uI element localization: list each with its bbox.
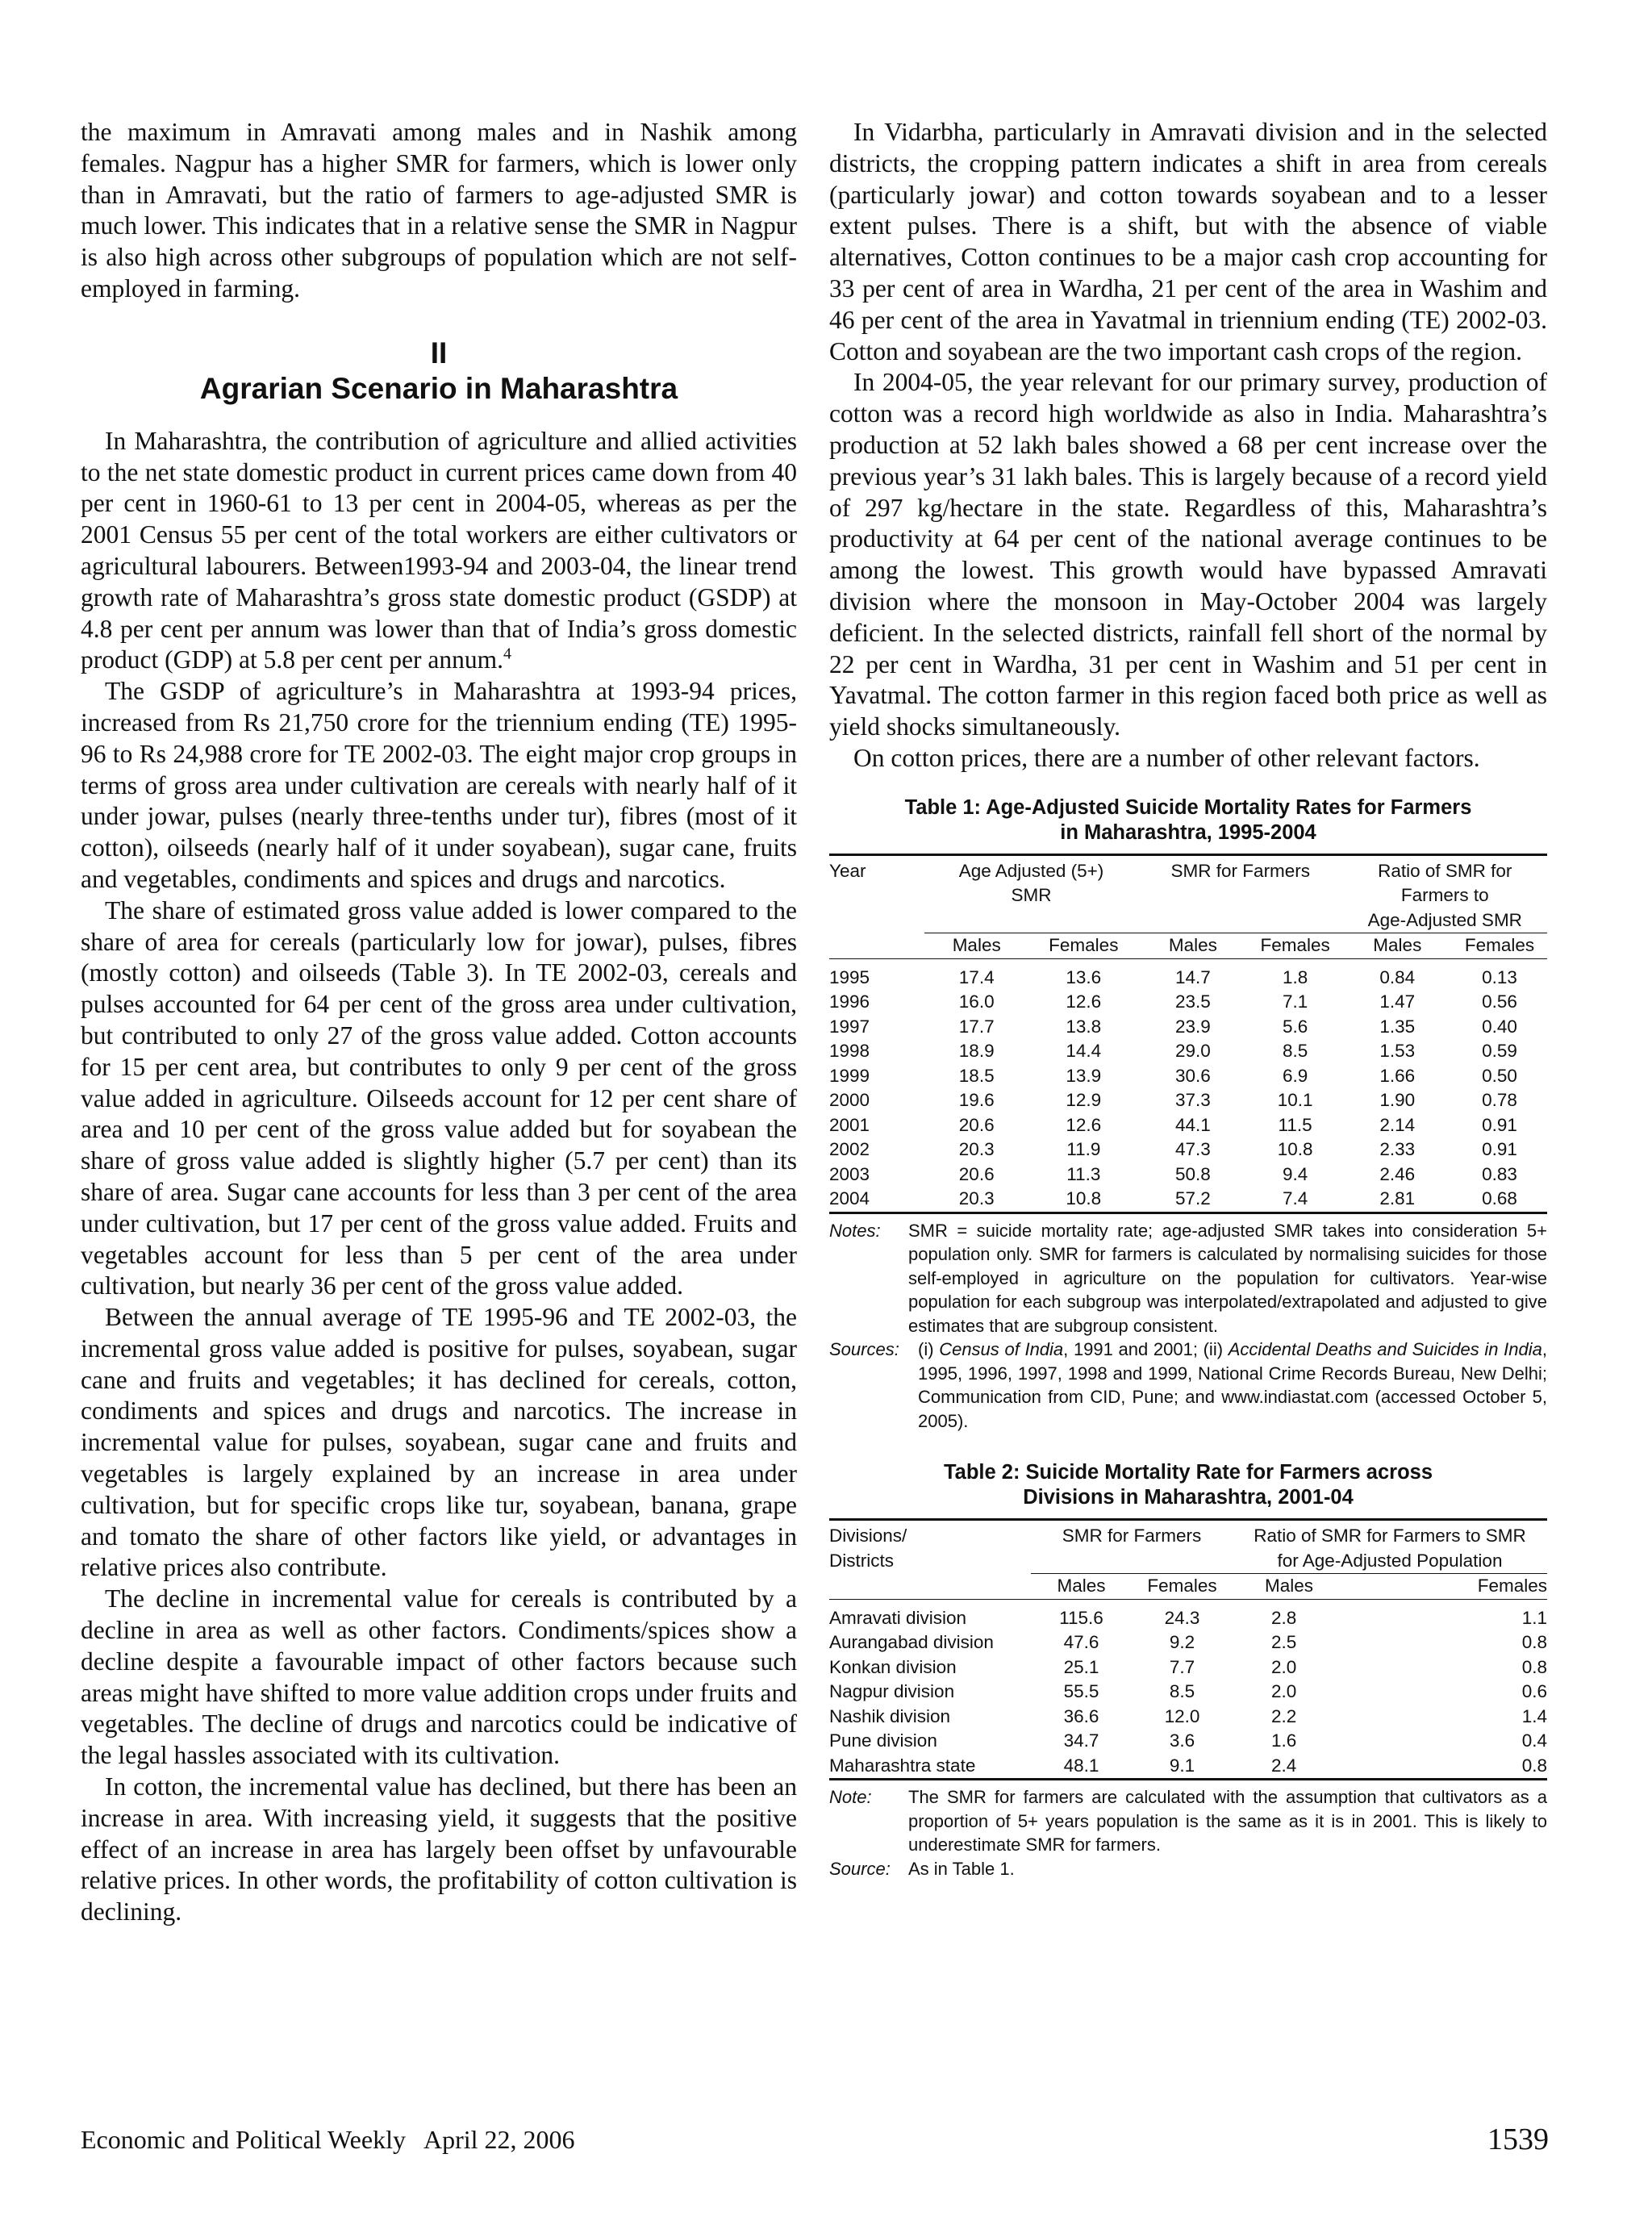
subheader-males: Males	[1233, 1574, 1354, 1600]
table-1-grid	[829, 854, 1547, 1219]
column-header-line: Farmers to	[1400, 885, 1489, 906]
table-cell: 11.3	[1066, 1163, 1101, 1184]
row-label: 1998	[829, 1041, 870, 1062]
table-cell: 0.91	[1482, 1139, 1517, 1160]
table-row	[829, 1113, 1547, 1138]
subheader-males: Males	[1031, 1574, 1132, 1600]
subheader-females: Females	[1248, 933, 1343, 959]
table-cell: 13.9	[1066, 1065, 1102, 1086]
column-header-year: Year	[829, 860, 866, 881]
subheader-females: Females	[1029, 933, 1139, 959]
column-header-line: Districts	[829, 1550, 894, 1571]
table-cell: 34.7	[1063, 1730, 1099, 1751]
note-text: The SMR for farmers are calculated with the assumption that cultivators as a proportion of 5+ years population is the same as it is in 2001. This is likely to underestimate SMR for farmers.	[908, 1787, 1547, 1855]
paragraph: In 2004-05, the year relevant for our primary survey, production of cotton was a record high worldwide as also in India. Maharashtra’s production at 52 lakh bales showed a 68 per cent increase over the previous year’s 31 lakh bales. This is largely because of a record yield of 297 kg/hectare in the state. Regardless of this, Maharashtra’s productivity at 64 per cent of the national average continues to be among the lowest. This growth would have bypassed Amravati division where the monsoon in May-October 2004 was largely deficient. In the selected districts, rainfall fell short of the normal by 22 per cent in Wardha, 31 per cent in Washim and 51 per cent in Yavatmal. The cotton farmer in this region faced both price as well as yield shocks simultaneously.	[829, 368, 1547, 741]
table-cell: 1.35	[1379, 1016, 1416, 1037]
table-cell: 9.2	[1169, 1632, 1195, 1653]
table-cell: 2.33	[1379, 1139, 1416, 1160]
paragraph: In Vidarbha, particularly in Amravati division and in the selected districts, the cropping pattern indicates a shift in area from cereals (particularly jowar) and cotton towards soyabean and to a lesser extent pulses. There is a shift, but with the absence of viable alternatives, Cotton continues to be a major cash crop accounting for 33 per cent of area in Wardha, 21 per cent of the area in Washim and 46 per cent of the area in Yavatmal in triennium ending (TE) 2002-03. Cotton and soyabean are the two important cash crops of the region.	[829, 118, 1547, 365]
row-label: 2000	[829, 1090, 870, 1111]
table-cell: 2.81	[1379, 1188, 1416, 1209]
row-label: 2002	[829, 1139, 870, 1160]
table-cell: 11.5	[1278, 1114, 1312, 1135]
table-cell: 55.5	[1063, 1681, 1099, 1702]
table-cell: 47.6	[1063, 1632, 1099, 1653]
table-bottom-rule	[829, 1213, 1547, 1219]
issue-date: April 22, 2006	[423, 2125, 575, 2154]
table-cell: 12.9	[1066, 1090, 1102, 1111]
note-row	[829, 1785, 1547, 1857]
table-cell: 2.46	[1379, 1163, 1416, 1184]
table-cell: 37.3	[1174, 1090, 1211, 1111]
row-label: 1995	[829, 966, 870, 987]
table-cell: 18.9	[958, 1041, 995, 1062]
table-row	[829, 1655, 1547, 1680]
column-group-header	[1343, 854, 1547, 933]
table-cell: 9.1	[1169, 1755, 1195, 1776]
table-bottom-rule	[829, 1780, 1547, 1786]
table-row	[829, 990, 1547, 1015]
table-row	[829, 1088, 1547, 1113]
table-cell: 24.3	[1164, 1607, 1200, 1628]
sources-part: (i)	[918, 1339, 940, 1360]
notes-row	[829, 1219, 1547, 1338]
table-cell: 12.6	[1066, 991, 1102, 1012]
table-cell: 0.84	[1379, 966, 1416, 987]
table-row	[829, 1015, 1547, 1040]
row-label: 1999	[829, 1065, 870, 1086]
table-cell: 19.6	[958, 1090, 995, 1111]
table-cell: 29.0	[1174, 1041, 1211, 1062]
table-cell: 1.8	[1282, 966, 1308, 987]
table-cell: 6.9	[1282, 1065, 1308, 1086]
table-1-notes	[829, 1219, 1547, 1434]
column-group-header: SMR for Farmers	[1170, 860, 1311, 881]
table-cell: 10.8	[1066, 1188, 1102, 1209]
row-label: Maharashtra state	[829, 1755, 976, 1776]
row-label: Amravati division	[829, 1607, 967, 1628]
table-cell: 20.6	[958, 1163, 995, 1184]
left-column	[81, 117, 797, 1928]
section-number: II	[430, 336, 448, 369]
paragraph: The GSDP of agriculture’s in Maharashtra at 1993-94 prices, increased from Rs 21,750 crore for the triennium ending (TE) 1995-96 to Rs 24,988 crore for TE 2002-03. The eight major crop groups in terms of gross area under cultivation are cereals with nearly half of it under jowar, pulses (nearly three-tenths under tur), fibres (most of it cotton), oilseeds (nearly half of it under soyabean), sugar cane, fruits and vegetables, condiments and spices and drugs and narcotics.	[81, 677, 797, 893]
table-cell: 1.1	[1521, 1607, 1547, 1628]
column-header-line: Ratio of SMR for	[1378, 860, 1512, 881]
table-cell: 11.9	[1066, 1139, 1101, 1160]
table-cell: 1.90	[1379, 1090, 1416, 1111]
subheader-females: Females	[1354, 1574, 1547, 1600]
table-cell: 9.4	[1282, 1163, 1308, 1184]
table-cell: 13.8	[1066, 1016, 1102, 1037]
table-cell: 2.5	[1271, 1632, 1297, 1653]
notes-label: Notes:	[829, 1220, 881, 1241]
table-cell: 23.9	[1174, 1016, 1211, 1037]
table-cell: 0.91	[1482, 1114, 1517, 1135]
table-1	[829, 795, 1547, 1434]
column-header-line: for Age-Adjusted Population	[1277, 1550, 1503, 1571]
paragraph: the maximum in Amravati among males and in Nashik among females. Nagpur has a higher SMR for farmers, which is lower only than in Amravati, but the ratio of farmers to age-adjusted SMR is much lower. This indicates that in a relative sense the SMR in Nagpur is also high across other subgroups of population which are not self-employed in farming.	[81, 118, 797, 303]
table-cell: 0.56	[1482, 991, 1517, 1012]
table-cell: 0.68	[1482, 1188, 1517, 1209]
column-group-header	[924, 854, 1138, 933]
subheader-females: Females	[1452, 933, 1547, 959]
table-cell: 5.6	[1282, 1016, 1308, 1037]
table-2-body	[829, 1606, 1547, 1780]
row-label: Nashik division	[829, 1705, 951, 1726]
table-cell: 25.1	[1063, 1656, 1099, 1677]
table-cell: 18.5	[958, 1065, 995, 1086]
table-cell: 10.1	[1277, 1090, 1313, 1111]
table-cell: 115.6	[1059, 1607, 1103, 1628]
sources-text	[918, 1338, 1547, 1433]
table-cell: 2.8	[1271, 1607, 1297, 1628]
table-cell: 2.4	[1271, 1755, 1297, 1776]
table-cell: 12.6	[1066, 1114, 1102, 1135]
page-number: 1539	[1487, 2123, 1549, 2156]
table-cell: 17.7	[958, 1016, 995, 1037]
paragraph: The share of estimated gross value added is lower compared to the share of area for cereals (particularly low for jowar), pulses, fibres (mostly cotton) and oilseeds (Table 3). In TE 2002-03, cereals and pulses accounted for 64 per cent of the gross area under cultivation, but contributed to only 27 of the gross value added. Cotton accounts for 15 per cent area, but contributes to only 9 per cent of the gross value added in agriculture. Oilseeds account for 12 per cent share of area and 10 per cent of the gross value added but for soyabean the share of gross value added is slightly higher (5.7 per cent) than its share of area. Sugar cane accounts for less than 3 per cent of the area under cultivation, but 17 per cent of the gross value added. Fruits and vegetables account for less than 5 per cent of the area under cultivation, but nearly 36 per cent of the gross value added.	[81, 895, 797, 1300]
paragraph: Between the annual average of TE 1995-96 and TE 2002-03, the incremental gross value added is positive for pulses, soyabean, sugar cane and fruits and vegetables; it has declined for cereals, cotton, condiments and spices and drugs and narcotics. The increase in incremental value for pulses, soyabean, sugar cane and fruits and vegetables is largely explained by an increase in area under cultivation, but for specific crops like tur, soyabean, banana, grape and tomato the share of other factors like yield, or advantages in relative prices also contribute.	[81, 1303, 797, 1582]
table-cell: 0.40	[1482, 1016, 1517, 1037]
table-cell: 0.59	[1482, 1041, 1517, 1062]
column-header-line: SMR	[1011, 885, 1052, 906]
table-row	[829, 1630, 1547, 1655]
column-group-header: SMR for Farmers	[1062, 1526, 1202, 1547]
sources-label: Sources:	[829, 1339, 899, 1360]
table-cell: 2.0	[1271, 1656, 1297, 1677]
table-cell: 1.47	[1379, 991, 1416, 1012]
subheader-females: Females	[1132, 1574, 1233, 1600]
table-cell: 17.4	[958, 966, 995, 987]
table-cell: 14.4	[1066, 1041, 1102, 1062]
row-label: Aurangabad division	[829, 1632, 994, 1653]
column-header-divisions	[829, 1520, 1031, 1574]
table-cell: 48.1	[1063, 1755, 1099, 1776]
table-row	[829, 1606, 1547, 1631]
column-group-header	[1233, 1520, 1547, 1574]
table-cell: 2.2	[1271, 1705, 1297, 1726]
table-cell: 10.8	[1277, 1139, 1313, 1160]
table-1-title-line: in Maharashtra, 1995-2004	[1060, 820, 1316, 844]
column-header-line: Divisions/	[829, 1526, 907, 1547]
table-row	[829, 1754, 1547, 1780]
table-header-row	[829, 1520, 1547, 1574]
paragraph: On cotton prices, there are a number of other relevant factors.	[853, 743, 1480, 772]
table-subheader-row	[829, 1574, 1547, 1600]
sources-part: , 1991 and 2001; (ii)	[1063, 1339, 1229, 1360]
table-cell: 7.7	[1169, 1656, 1195, 1677]
table-cell: 47.3	[1174, 1139, 1211, 1160]
row-label: 1997	[829, 1016, 870, 1037]
table-cell: 44.1	[1174, 1114, 1211, 1135]
table-cell: 0.13	[1482, 966, 1517, 987]
table-subheader-row	[829, 933, 1547, 959]
table-cell: 12.0	[1164, 1705, 1200, 1726]
sources-part: , 1995, 1996, 1997, 1998 and 1999, National Crime Records Bureau, New Delhi; Communication from CID, Pune; and www.indiastat.com (accessed October 5, 2005).	[918, 1339, 1548, 1431]
table-2-grid	[829, 1518, 1547, 1785]
table-cell: 30.6	[1174, 1065, 1211, 1086]
table-cell: 20.6	[958, 1114, 995, 1135]
table-cell: 3.6	[1169, 1730, 1195, 1751]
table-cell: 20.3	[958, 1139, 995, 1160]
notes-text: SMR = suicide mortality rate; age-adjusted SMR takes into consideration 5+ population only. SMR for farmers is calculated by normalising suicides for those self-employed in agriculture on the population for cultivators. Year-wise population for each subgroup was interpolated/extrapolated and adjusted to give estimates that are subgroup consistent.	[908, 1220, 1547, 1336]
table-cell: 0.8	[1521, 1656, 1547, 1677]
subheader-males: Males	[1138, 933, 1248, 959]
table-cell: 20.3	[958, 1188, 995, 1209]
table-2-title-line: Divisions in Maharashtra, 2001-04	[1023, 1486, 1354, 1509]
table-row	[829, 1163, 1547, 1188]
source-label: Source:	[829, 1858, 891, 1879]
table-cell: 0.8	[1521, 1755, 1547, 1776]
table-row	[829, 966, 1547, 991]
table-header-row	[829, 854, 1547, 933]
table-cell: 14.7	[1174, 966, 1211, 987]
source-row	[829, 1857, 1547, 1881]
journal-name: Economic and Political Weekly	[81, 2125, 406, 2154]
row-label: 1996	[829, 991, 870, 1012]
table-row	[829, 1039, 1547, 1064]
table-1-title-line: Table 1: Age-Adjusted Suicide Mortality Rates for Farmers	[904, 795, 1472, 819]
table-row	[829, 1705, 1547, 1730]
table-2	[829, 1460, 1547, 1880]
footnote-ref[interactable]: 4	[503, 645, 511, 663]
sources-row	[829, 1338, 1547, 1433]
row-label: Nagpur division	[829, 1681, 955, 1702]
table-cell: 7.4	[1282, 1188, 1308, 1209]
subheader-males: Males	[1343, 933, 1453, 959]
column-header-line: Ratio of SMR for Farmers to SMR	[1254, 1526, 1526, 1547]
paragraph: The decline in incremental value for cereals is contributed by a decline in area as well as other factors. Condiments/spices show a decline despite a favourable impact of other factors because such areas might have shifted to more value addition crops under fruits and vegetables. The decline of drugs and narcotics could be indicative of the legal hassles associated with its cultivation.	[81, 1584, 797, 1770]
table-cell: 0.83	[1482, 1163, 1517, 1184]
table-cell: 0.8	[1521, 1632, 1547, 1653]
spacer-row	[829, 1599, 1547, 1606]
paragraph: In cotton, the incremental value has declined, but there has been an increase in area. With increasing yield, it suggests that the positive effect of an increase in area has largely been offset by unfavourable relative prices. In other words, the profitability of cotton cultivation is declining.	[81, 1772, 797, 1926]
source-text: As in Table 1.	[908, 1858, 1015, 1879]
table-cell: 0.50	[1482, 1065, 1517, 1086]
column-header-line: Age Adjusted (5+)	[958, 860, 1104, 881]
table-row	[829, 1137, 1547, 1163]
table-cell: 2.0	[1271, 1681, 1297, 1702]
table-row	[829, 1729, 1547, 1754]
table-cell: 8.5	[1169, 1681, 1195, 1702]
sources-census-title: Census of India	[939, 1339, 1064, 1360]
paragraph	[81, 426, 797, 676]
table-row	[829, 1680, 1547, 1705]
table-cell: 2.14	[1379, 1114, 1416, 1135]
table-cell: 13.6	[1066, 966, 1102, 987]
table-cell: 50.8	[1174, 1163, 1211, 1184]
section-title: Agrarian Scenario in Maharashtra	[199, 371, 678, 405]
table-2-title-line: Table 2: Suicide Mortality Rate for Farmers across	[943, 1461, 1433, 1484]
table-cell: 0.6	[1521, 1681, 1547, 1702]
row-label: Konkan division	[829, 1656, 957, 1677]
note-label: Note:	[829, 1787, 872, 1808]
table-cell: 1.4	[1521, 1705, 1547, 1726]
paragraph-text: In Maharashtra, the contribution of agriculture and allied activities to the net state domestic product in current prices came down from 40 per cent in 1960-61 to 13 per cent in 2004-05, whereas as per the 2001 Census 55 per cent of the total workers are either cultivators or agricultural labourers. Between1993-94 and 2003-04, the linear trend growth rate of Maharashtra’s gross state domestic product (GSDP) at 4.8 per cent per annum was lower than that of India’s gross domestic product (GDP) at 5.8 per cent per annum.	[81, 426, 797, 674]
table-cell: 0.78	[1482, 1090, 1517, 1111]
table-cell: 0.4	[1521, 1730, 1547, 1751]
table-cell: 1.6	[1271, 1730, 1297, 1751]
table-cell: 7.1	[1282, 991, 1308, 1012]
right-column	[829, 117, 1547, 1880]
row-label: 2001	[829, 1114, 870, 1135]
table-cell: 57.2	[1174, 1188, 1211, 1209]
subheader-males: Males	[924, 933, 1029, 959]
table-cell: 16.0	[958, 991, 995, 1012]
table-row	[829, 1064, 1547, 1089]
table-cell: 8.5	[1282, 1041, 1308, 1062]
footer-journal	[81, 2123, 575, 2156]
spacer-row	[829, 958, 1547, 966]
table-cell: 1.66	[1379, 1065, 1416, 1086]
sources-adsi-title: Accidental Deaths and Suicides in India	[1228, 1339, 1542, 1360]
table-cell: 36.6	[1063, 1705, 1099, 1726]
table-cell: 23.5	[1174, 991, 1211, 1012]
table-2-notes	[829, 1785, 1547, 1880]
table-cell: 1.53	[1379, 1041, 1416, 1062]
row-label: 2003	[829, 1163, 870, 1184]
row-label: 2004	[829, 1188, 870, 1209]
column-header-line: Age-Adjusted SMR	[1367, 909, 1522, 930]
row-label: Pune division	[829, 1730, 937, 1751]
table-row	[829, 1187, 1547, 1213]
table-1-body	[829, 966, 1547, 1213]
